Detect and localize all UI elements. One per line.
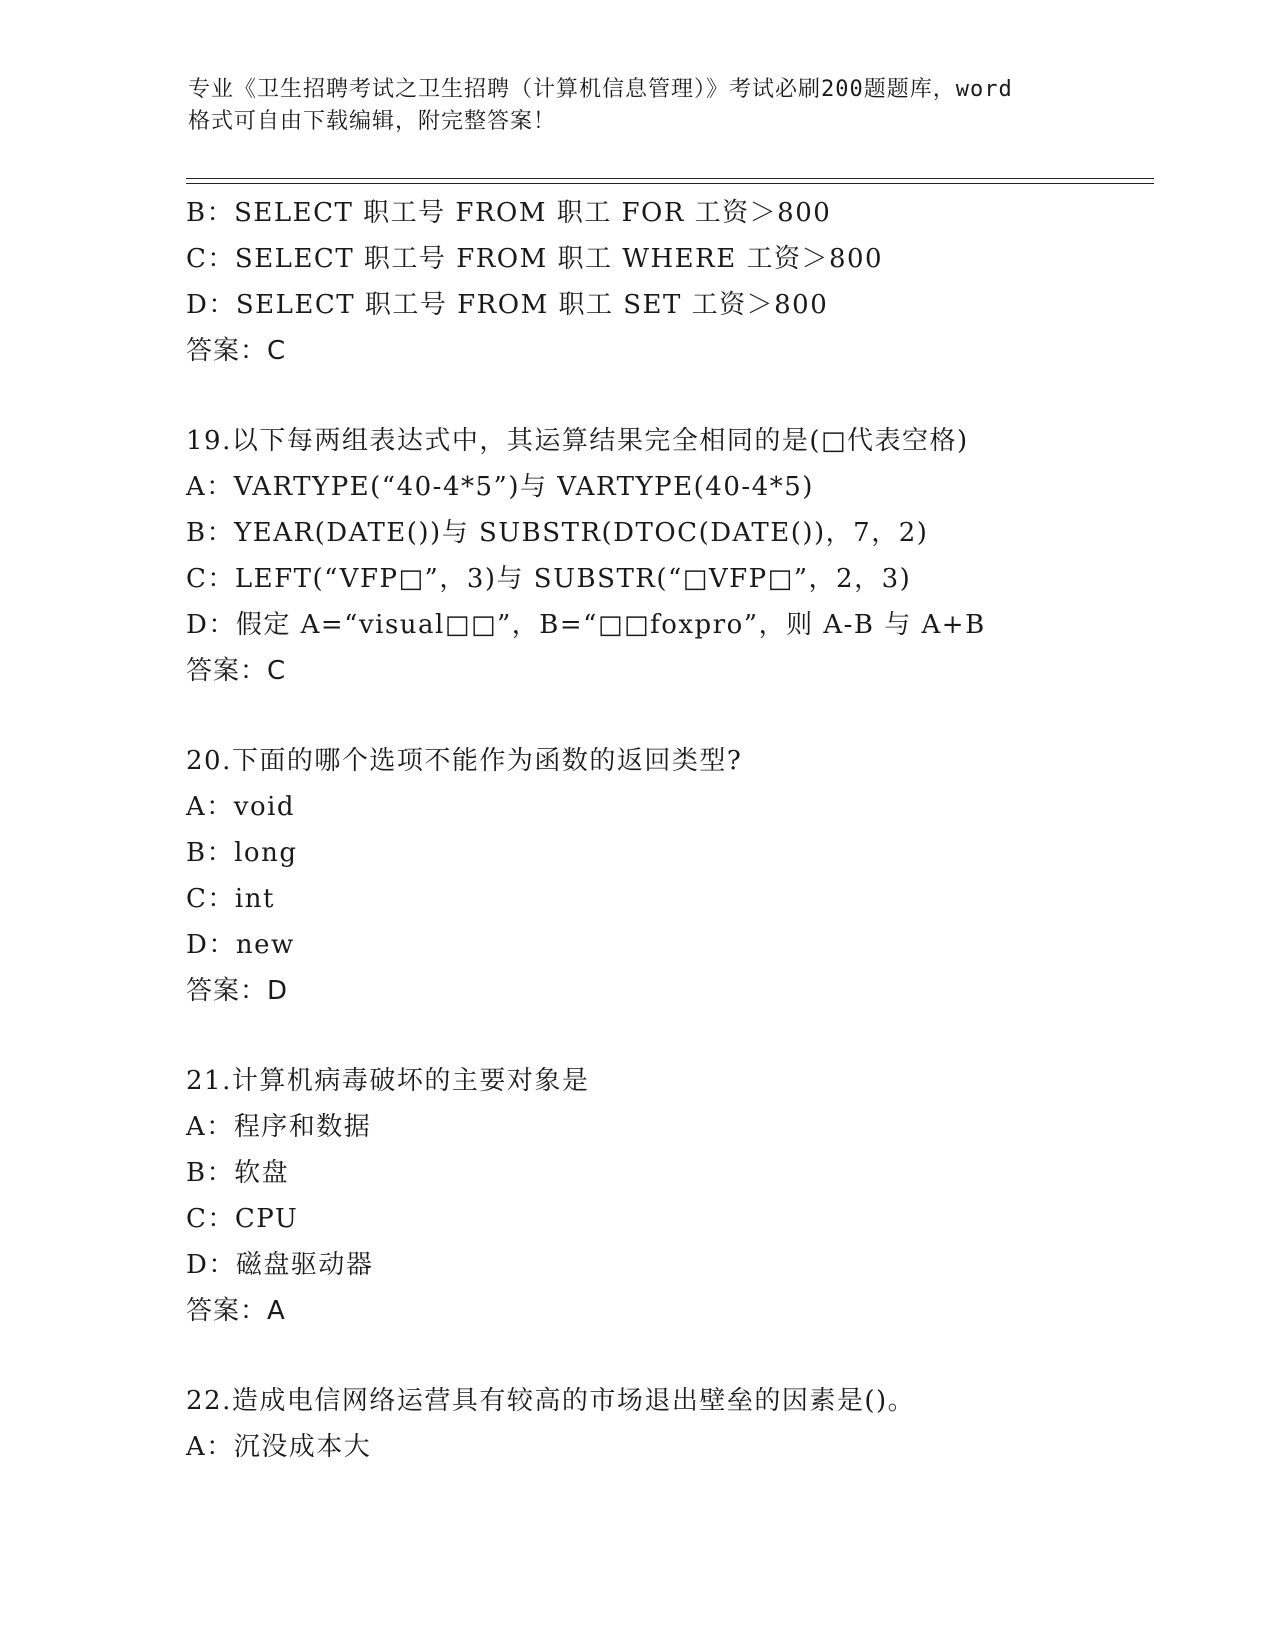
spacer bbox=[186, 1334, 1166, 1378]
q21-option-c: C：CPU bbox=[186, 1204, 299, 1234]
question-20-block bbox=[186, 738, 1166, 1014]
q19-answer: 答案：C bbox=[186, 656, 287, 686]
q19-option-a: A：VARTYPE(“40-4*5”)与 VARTYPE(40-4*5) bbox=[186, 472, 814, 502]
q18-answer: 答案：C bbox=[186, 336, 287, 366]
q20-option-a: A：void bbox=[186, 792, 296, 822]
q19-option-b: B：YEAR(DATE())与 SUBSTR(DTOC(DATE())，7，2) bbox=[186, 518, 929, 548]
q19-question: 19.以下每两组表达式中，其运算结果完全相同的是(□代表空格) bbox=[186, 426, 969, 456]
header-line-2: 格式可自由下载编辑，附完整答案！ bbox=[188, 109, 557, 134]
q20-question: 20.下面的哪个选项不能作为函数的返回类型? bbox=[186, 746, 743, 776]
question-18-block bbox=[186, 190, 1166, 374]
header-divider-bottom bbox=[186, 183, 1154, 184]
q20-answer: 答案：D bbox=[186, 976, 289, 1006]
q21-answer: 答案：A bbox=[186, 1296, 286, 1326]
question-list bbox=[186, 190, 1166, 1470]
q21-option-d: D：磁盘驱动器 bbox=[186, 1250, 374, 1280]
q18-option-b: B：SELECT 职工号 FROM 职工 FOR 工资＞800 bbox=[186, 198, 832, 228]
q20-option-c: C：int bbox=[186, 884, 275, 914]
question-22-block bbox=[186, 1378, 1166, 1470]
spacer bbox=[186, 1014, 1166, 1058]
spacer bbox=[186, 694, 1166, 738]
document-header bbox=[188, 74, 1088, 138]
q19-option-d: D：假定 A=“visual□□”，B=“□□foxpro”，则 A-B 与 A+B bbox=[186, 610, 986, 640]
q22-option-a: A：沉没成本大 bbox=[186, 1432, 372, 1462]
q21-question: 21.计算机病毒破坏的主要对象是 bbox=[186, 1066, 590, 1096]
q18-option-d: D：SELECT 职工号 FROM 职工 SET 工资＞800 bbox=[186, 290, 829, 320]
q21-option-a: A：程序和数据 bbox=[186, 1112, 372, 1142]
q18-option-c: C：SELECT 职工号 FROM 职工 WHERE 工资＞800 bbox=[186, 244, 884, 274]
question-21-block bbox=[186, 1058, 1166, 1334]
q22-question: 22.造成电信网络运营具有较高的市场退出壁垒的因素是()。 bbox=[186, 1386, 916, 1416]
q21-option-b: B：软盘 bbox=[186, 1158, 290, 1188]
header-divider-top bbox=[186, 178, 1154, 179]
q19-option-c: C：LEFT(“VFP□”，3)与 SUBSTR(“□VFP□”，2，3) bbox=[186, 564, 912, 594]
question-19-block bbox=[186, 418, 1166, 694]
q20-option-b: B：long bbox=[186, 838, 298, 868]
header-line-1: 专业《卫生招聘考试之卫生招聘（计算机信息管理）》考试必刷200题题库，word bbox=[188, 77, 1013, 102]
spacer bbox=[186, 374, 1166, 418]
q20-option-d: D：new bbox=[186, 930, 295, 960]
